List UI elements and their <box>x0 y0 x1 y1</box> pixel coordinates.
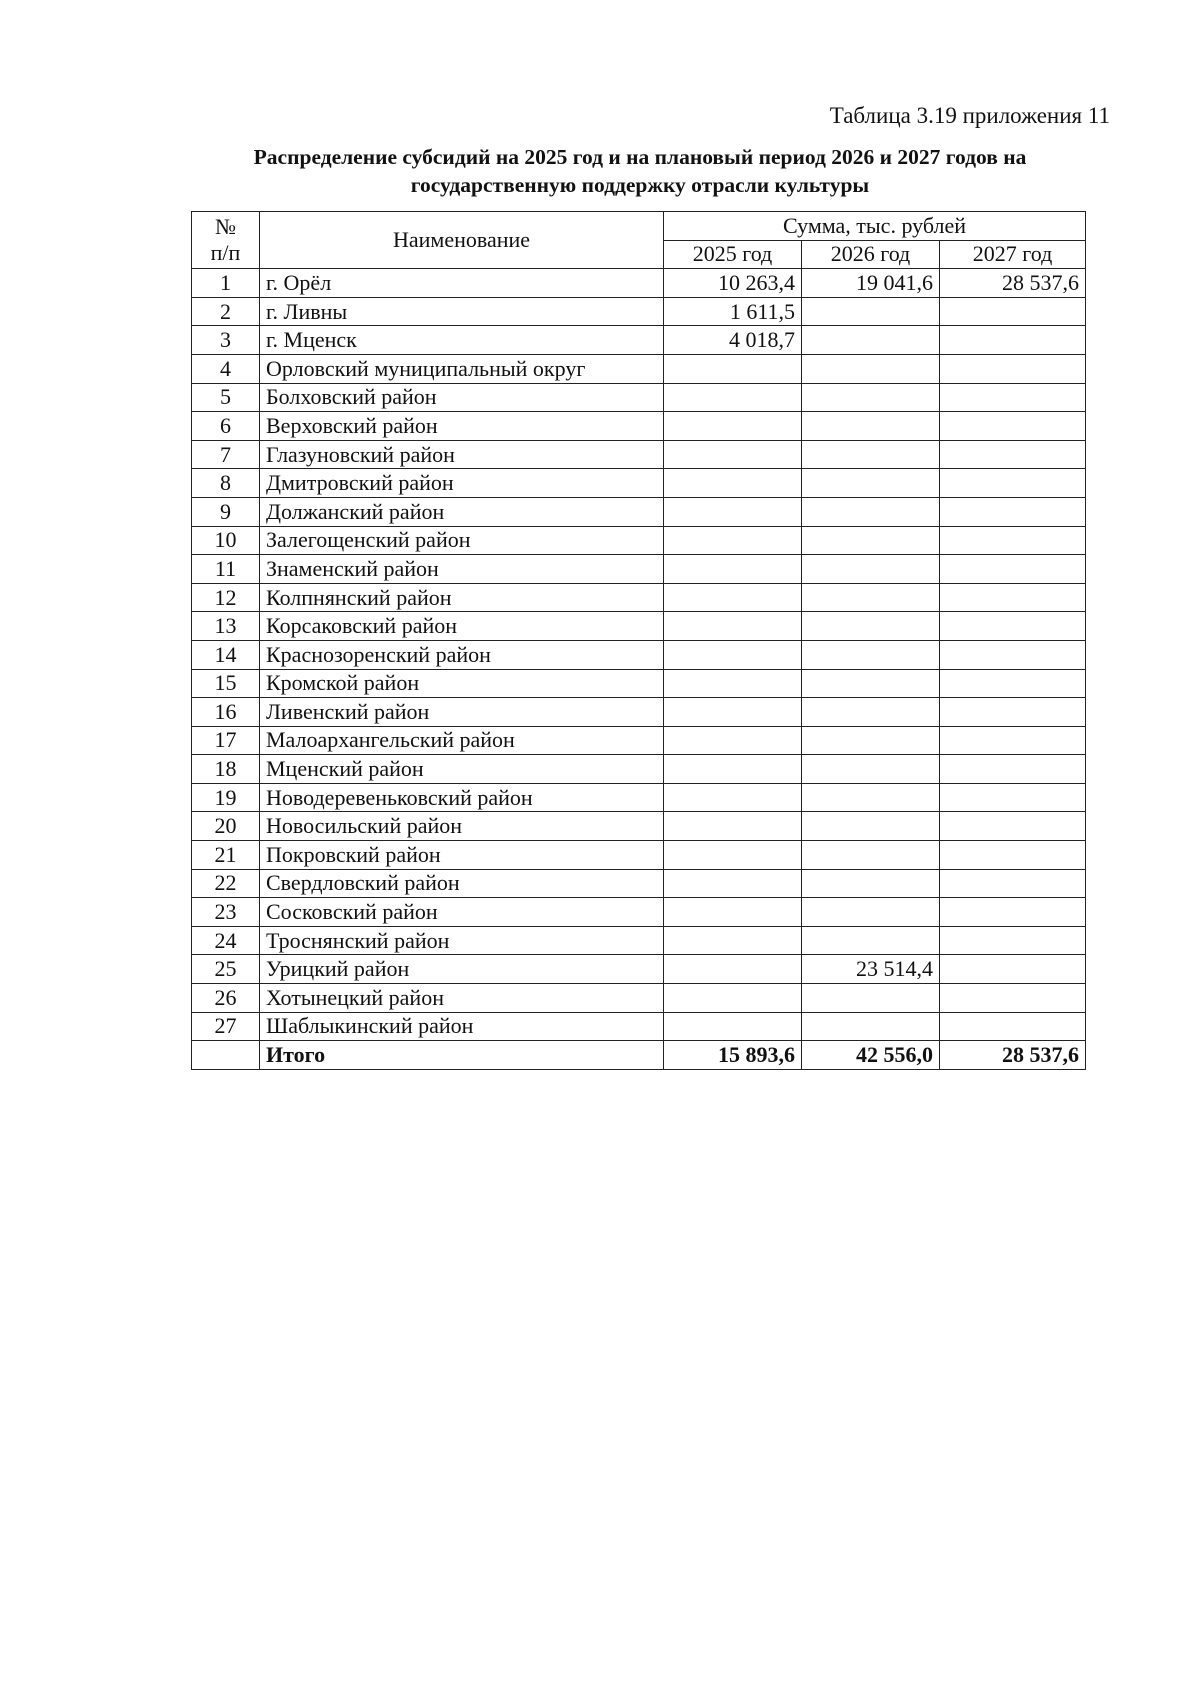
row-name: г. Ливны <box>260 297 664 326</box>
row-value-2026 <box>802 354 940 383</box>
row-name: Ливенский район <box>260 698 664 727</box>
table-row <box>192 955 1086 984</box>
row-value-2026 <box>802 1012 940 1041</box>
row-value-2025 <box>664 497 802 526</box>
row-name: Орловский муниципальный округ <box>260 354 664 383</box>
row-value-2025 <box>664 669 802 698</box>
row-name: Кромской район <box>260 669 664 698</box>
row-name: Дмитровский район <box>260 469 664 498</box>
row-value-2026 <box>802 726 940 755</box>
row-value-2026 <box>802 326 940 355</box>
row-value-2025 <box>664 640 802 669</box>
table-row <box>192 497 1086 526</box>
row-name: Сосковский район <box>260 898 664 927</box>
table-row <box>192 383 1086 412</box>
row-name: Троснянский район <box>260 926 664 955</box>
header-year-2026: 2026 год <box>802 240 940 269</box>
row-number: 15 <box>192 669 260 698</box>
row-value-2025: 4 018,7 <box>664 326 802 355</box>
row-number: 4 <box>192 354 260 383</box>
row-value-2026 <box>802 383 940 412</box>
row-value-2025 <box>664 955 802 984</box>
row-number: 11 <box>192 555 260 584</box>
row-value-2025: 10 263,4 <box>664 269 802 298</box>
total-value-2025: 15 893,6 <box>664 1041 802 1070</box>
row-value-2026 <box>802 783 940 812</box>
header-amount-group: Сумма, тыс. рублей <box>664 212 1086 241</box>
row-name: Должанский район <box>260 497 664 526</box>
row-name: Урицкий район <box>260 955 664 984</box>
row-value-2025 <box>664 898 802 927</box>
table-row <box>192 583 1086 612</box>
header-year-2027: 2027 год <box>940 240 1086 269</box>
table-row <box>192 612 1086 641</box>
row-name: Колпнянский район <box>260 583 664 612</box>
table-row <box>192 755 1086 784</box>
total-number <box>192 1041 260 1070</box>
title-line-1: Распределение субсидий на 2025 год и на плановый период 2026 и 2027 годов на <box>253 145 1027 169</box>
row-value-2025 <box>664 726 802 755</box>
row-value-2026 <box>802 926 940 955</box>
header-number <box>192 212 260 269</box>
row-name: Глазуновский район <box>260 440 664 469</box>
row-value-2027 <box>940 526 1086 555</box>
row-value-2025 <box>664 412 802 441</box>
row-name: Покровский район <box>260 841 664 870</box>
row-value-2027 <box>940 755 1086 784</box>
header-year-2025: 2025 год <box>664 240 802 269</box>
row-value-2025 <box>664 755 802 784</box>
row-value-2026 <box>802 640 940 669</box>
row-number: 6 <box>192 412 260 441</box>
row-name: г. Мценск <box>260 326 664 355</box>
row-value-2027 <box>940 354 1086 383</box>
row-value-2027 <box>940 698 1086 727</box>
row-value-2027: 28 537,6 <box>940 269 1086 298</box>
table-row <box>192 726 1086 755</box>
row-value-2026 <box>802 669 940 698</box>
table-row <box>192 698 1086 727</box>
table-row <box>192 898 1086 927</box>
row-value-2025 <box>664 440 802 469</box>
table-row <box>192 469 1086 498</box>
row-number: 20 <box>192 812 260 841</box>
table-reference: Таблица 3.19 приложения 11 <box>829 103 1110 128</box>
row-value-2027 <box>940 669 1086 698</box>
row-value-2027 <box>940 326 1086 355</box>
total-label: Итого <box>260 1041 664 1070</box>
row-name: Хотынецкий район <box>260 984 664 1013</box>
row-number: 26 <box>192 984 260 1013</box>
row-value-2026 <box>802 440 940 469</box>
row-value-2025 <box>664 783 802 812</box>
total-row <box>192 1041 1086 1070</box>
row-number: 23 <box>192 898 260 927</box>
row-number: 3 <box>192 326 260 355</box>
row-value-2027 <box>940 783 1086 812</box>
row-value-2026: 23 514,4 <box>802 955 940 984</box>
row-value-2025 <box>664 612 802 641</box>
row-value-2027 <box>940 640 1086 669</box>
row-number: 1 <box>192 269 260 298</box>
table-row <box>192 869 1086 898</box>
row-value-2026 <box>802 841 940 870</box>
table-row <box>192 412 1086 441</box>
row-name: Новосильский район <box>260 812 664 841</box>
row-number: 25 <box>192 955 260 984</box>
header-number-sign: № <box>215 214 236 240</box>
table-row <box>192 269 1086 298</box>
row-value-2025: 1 611,5 <box>664 297 802 326</box>
row-value-2025 <box>664 555 802 584</box>
row-value-2027 <box>940 726 1086 755</box>
row-number: 21 <box>192 841 260 870</box>
table-row <box>192 526 1086 555</box>
row-value-2027 <box>940 383 1086 412</box>
row-value-2025 <box>664 583 802 612</box>
table-row <box>192 984 1086 1013</box>
row-value-2026 <box>802 898 940 927</box>
row-value-2025 <box>664 926 802 955</box>
row-value-2026 <box>802 297 940 326</box>
row-name: Свердловский район <box>260 869 664 898</box>
row-name: Новодеревеньковский район <box>260 783 664 812</box>
row-value-2026 <box>802 412 940 441</box>
row-value-2027 <box>940 555 1086 584</box>
total-value-2027: 28 537,6 <box>940 1041 1086 1070</box>
row-value-2027 <box>940 869 1086 898</box>
row-name: Верховский район <box>260 412 664 441</box>
table-row <box>192 354 1086 383</box>
row-value-2027 <box>940 497 1086 526</box>
row-value-2027 <box>940 612 1086 641</box>
row-value-2027 <box>940 1012 1086 1041</box>
row-value-2027 <box>940 984 1086 1013</box>
row-value-2026 <box>802 497 940 526</box>
row-value-2027 <box>940 412 1086 441</box>
row-name: Мценский район <box>260 755 664 784</box>
row-name: Корсаковский район <box>260 612 664 641</box>
title-line-2: государственную поддержку отрасли культуры <box>410 173 870 197</box>
row-number: 5 <box>192 383 260 412</box>
table-row <box>192 297 1086 326</box>
row-number: 24 <box>192 926 260 955</box>
row-value-2027 <box>940 898 1086 927</box>
row-number: 12 <box>192 583 260 612</box>
row-number: 10 <box>192 526 260 555</box>
row-value-2026 <box>802 469 940 498</box>
row-value-2027 <box>940 469 1086 498</box>
row-number: 2 <box>192 297 260 326</box>
row-value-2025 <box>664 841 802 870</box>
table-row <box>192 783 1086 812</box>
row-value-2026 <box>802 555 940 584</box>
row-name: Болховский район <box>260 383 664 412</box>
row-value-2026 <box>802 984 940 1013</box>
row-name: Залегощенский район <box>260 526 664 555</box>
row-number: 14 <box>192 640 260 669</box>
row-number: 18 <box>192 755 260 784</box>
row-number: 16 <box>192 698 260 727</box>
row-number: 13 <box>192 612 260 641</box>
row-value-2026 <box>802 698 940 727</box>
row-value-2027 <box>940 955 1086 984</box>
row-name: Малоархангельский район <box>260 726 664 755</box>
table-row <box>192 440 1086 469</box>
row-value-2027 <box>940 297 1086 326</box>
row-value-2026 <box>802 812 940 841</box>
row-value-2027 <box>940 812 1086 841</box>
header-number-abbr: п/п <box>210 240 241 266</box>
table-row <box>192 669 1086 698</box>
row-value-2027 <box>940 841 1086 870</box>
row-name: Знаменский район <box>260 555 664 584</box>
row-value-2026 <box>802 526 940 555</box>
row-value-2025 <box>664 526 802 555</box>
table-row <box>192 812 1086 841</box>
table-row <box>192 1012 1086 1041</box>
total-value-2026: 42 556,0 <box>802 1041 940 1070</box>
row-number: 27 <box>192 1012 260 1041</box>
table-header-row <box>192 212 1086 241</box>
header-name: Наименование <box>260 212 664 269</box>
row-value-2025 <box>664 869 802 898</box>
document-title <box>170 143 1110 199</box>
row-value-2026 <box>802 612 940 641</box>
table-row <box>192 555 1086 584</box>
row-value-2025 <box>664 1012 802 1041</box>
row-number: 22 <box>192 869 260 898</box>
row-value-2026 <box>802 583 940 612</box>
table-row <box>192 841 1086 870</box>
table-row <box>192 326 1086 355</box>
row-value-2027 <box>940 583 1086 612</box>
row-value-2026: 19 041,6 <box>802 269 940 298</box>
row-value-2025 <box>664 354 802 383</box>
row-number: 8 <box>192 469 260 498</box>
row-name: Шаблыкинский район <box>260 1012 664 1041</box>
table-body <box>192 269 1086 1070</box>
row-value-2025 <box>664 469 802 498</box>
subsidies-table <box>191 211 1086 1070</box>
row-number: 7 <box>192 440 260 469</box>
row-value-2025 <box>664 984 802 1013</box>
row-name: г. Орёл <box>260 269 664 298</box>
row-value-2025 <box>664 383 802 412</box>
row-name: Краснозоренский район <box>260 640 664 669</box>
row-value-2027 <box>940 926 1086 955</box>
row-number: 9 <box>192 497 260 526</box>
row-value-2025 <box>664 812 802 841</box>
table-row <box>192 640 1086 669</box>
row-value-2026 <box>802 869 940 898</box>
row-number: 19 <box>192 783 260 812</box>
row-number: 17 <box>192 726 260 755</box>
table-row <box>192 926 1086 955</box>
row-value-2025 <box>664 698 802 727</box>
row-value-2026 <box>802 755 940 784</box>
row-value-2027 <box>940 440 1086 469</box>
